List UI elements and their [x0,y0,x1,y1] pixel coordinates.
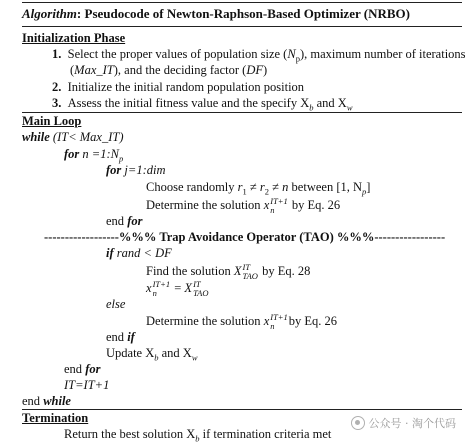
for-j-line: for j=1:dim [106,163,166,177]
for-n-line: for $n =1:N_p$ [64,147,124,164]
else-line: else [106,297,126,311]
watermark: 公众号 · 淘个代码 [351,415,457,431]
title-rule [22,26,462,27]
init-step-3: 3. Assess the initial fitness value and the specify $X_b$ and $X_w$ [52,96,353,113]
init-step-2: 2. Initialize the initial random population position [52,80,305,94]
init-heading: Initialization Phase [22,31,126,45]
choose-line: Choose randomly $r_1 \ne r_2 \ne n$ between [1, $N_p$] [146,180,371,197]
init-step-1: 1. Select the proper values of population size $(N_p)$, maximum number of iterations [52,47,466,64]
determine-line-2: Determine the solution x IT+1 n by Eq. 26 [146,312,338,331]
termination-heading: Termination [22,411,89,425]
main-rule [22,409,462,410]
algorithm-title: Algorithm: Pseudocode of Newton-Raphson-Based Optimizer (NRBO) [22,6,410,21]
end-if-line: end if [106,330,135,344]
while-line: while (IT< Max_IT) [22,130,124,144]
main-heading: Main Loop [22,114,82,128]
tao-divider: ------------------%%% Trap Avoidance Operator (TAO) %%%----------------- [44,230,446,244]
increment-line: IT=IT+1 [64,378,110,392]
init-step-1-cont: (Max_IT), and the deciding factor (DF) [70,63,268,77]
if-line: if rand < DF [106,246,172,260]
end-for-j-line: end for [106,214,143,228]
assign-line: x IT+1 n = X IT TAO [146,279,209,298]
wechat-icon [351,416,365,430]
init-rule [22,112,462,113]
determine-line-1: Determine the solution x IT+1 n by Eq. 26 [146,196,341,215]
algorithm-box [22,0,466,445]
end-for-n-line: end for [64,362,101,376]
end-while-line: end while [22,394,71,408]
top-rule [22,2,462,3]
return-line: Return the best solution $X_b$ if termination criteria met [64,427,332,444]
update-line: Update $X_b$ and $X_w$ [106,346,198,363]
find-line: Find the solution X IT TAO by Eq. 28 [146,262,311,281]
